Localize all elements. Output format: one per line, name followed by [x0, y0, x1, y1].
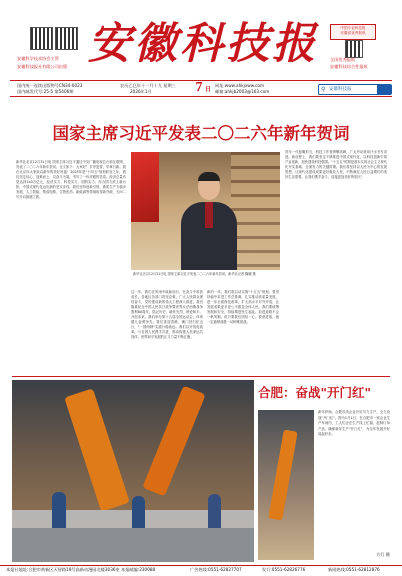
issn-line — [17, 83, 117, 88]
robot-arm — [64, 388, 130, 511]
search-icon: ⚲ — [321, 86, 326, 93]
footer-distribution-phone: 发行:0551-62826776 — [262, 567, 306, 572]
honor-line-1: 中国专业科技报 — [340, 26, 366, 30]
page-unit: 日 — [205, 86, 212, 93]
feature-caption: 新年伊始，合肥各类企业开足马力生产，全力奋战"开门红"。图为1月1日，在合肥市一家企业生产车间内，工人们正在生产线上忙碌，赶制订单产品，确保新年生产"开门红"，为全年发展开好局起好步。 — [318, 410, 390, 437]
qr-code-right — [345, 40, 363, 58]
postal-label: 国内邮发代号 — [17, 89, 43, 94]
footer-ad-phone: 广告热线:0551-62827707 — [190, 567, 242, 572]
factory-photo — [12, 380, 254, 562]
right-slogan-2: 安徽科技综合性报纸 — [330, 64, 368, 69]
lunar-date: 农历乙巳年十一月十九 星期三 — [120, 83, 176, 88]
feature-rule — [12, 376, 390, 377]
footer-address: 本报社地址:合肥市黄新区天智路19号高新动漫园北楼3036室 本报邮编:230088 — [6, 567, 156, 572]
article-column-1: 新华社北京12月31日电 国家主席习近平通过中央广播电视总台和互联网，发表了二〇二六年新年贺词。全文如下：大家好！岁序更替，华章日新。我在北京向大家致以新年的美好祝福！2025年是"十四五"规划收官之年，我们坚定信心、迎难而上，以奋斗为笔，书写了一份亮眼的答卷。经济总量有望达到140万亿元，经济实力、科技实力、国防实力、综合国力跃上新台阶，中国式现代化迈出新的坚实步伐。我们坚持创新引领，新质生产力稳步发展，人工智能、集成电路、生物医药、新能源等领域取得新突破，天问二号开启探测之旅。 — [16, 160, 126, 200]
worker-2 — [132, 496, 145, 528]
email[interactable]: 邮箱:ahkjb2003@163.com — [215, 89, 270, 94]
qr-code-left-2 — [55, 27, 78, 50]
qr-code-left — [30, 27, 53, 50]
article-column-3: 新的一年，我们将启动实施"十五五"规划。要坚持稳中求进工作总基调，扎实推动高质量发展，进一步全面深化改革，扩大高水平对外开放，让发展成果更多更公平惠及全体人民。我们要统筹发展和安全，持续增进民生福祉。前进道路不会一帆风顺，但只要我们团结一心、锐意进取，就一定能够战胜一切困难挑战。 — [207, 290, 279, 325]
date-main: 2026年1月 — [130, 89, 152, 94]
floor — [12, 528, 254, 562]
left-slogan-1: 安徽科学技术协会主管 — [17, 56, 59, 61]
lead-photo — [131, 152, 280, 270]
feature-side-photo — [258, 410, 314, 560]
article-column-2: 这一年，我们在风雨中砥砺前行，在奋斗中收获成长。各地区各部门攻坚克难，广大人民群众团结奋斗，党的建设新的伟大工程深入推进。我们隆重纪念中国人民抗日战争暨世界反法西斯战争胜利80周年，铭记历史、缅怀先烈、珍爱和平、开创未来。我们举办第十五届全国运动会，体育健儿奋勇争先。我们喜迎香港、澳门回归纪念日，"一国两制"实践行稳致远。我们以开放促改革，与各国人民携手共进，推动构建人类命运共同体，世界和平发展的正义力量不断汇聚。 — [131, 290, 203, 340]
robot-arm-2 — [142, 386, 205, 497]
feature-title: 合肥：奋战"开门红" — [258, 385, 372, 400]
honor-line-2: 安徽省优秀报纸 — [340, 31, 366, 35]
speaker-figure — [181, 174, 237, 270]
postal-line: 国内邮发代号:25-5 第5406期 — [17, 89, 74, 94]
worker-3 — [208, 494, 221, 528]
issue-value: 5406期 — [58, 89, 74, 94]
search-button[interactable] — [377, 85, 391, 94]
bookshelf — [231, 152, 280, 270]
search-label: 安徽科技报 — [329, 87, 352, 92]
honor-ticket — [330, 24, 376, 40]
postal-value: 25-5 — [43, 89, 54, 94]
left-slogan-2: 安徽科技报社有限公司出版 — [17, 64, 68, 69]
worker-1 — [52, 492, 66, 528]
side-robot — [268, 429, 297, 520]
headline: 国家主席习近平发表二〇二六年新年贺词 — [52, 124, 350, 143]
right-slogan-1: 全国优秀报纸 — [330, 57, 356, 62]
search-box[interactable] — [318, 84, 392, 95]
website[interactable]: 网址:www.ahkjxww.com — [215, 83, 265, 88]
issn-value: CN34-0023 — [58, 83, 83, 88]
photo-caption: 新华社北京12月31日电 国家主席习近平发表二〇二六年新年贺词。新华社记者 鞠鹏 摄 — [133, 272, 256, 276]
page-number: 7 — [195, 80, 203, 95]
footer-rule — [0, 565, 402, 566]
newspaper-logo: 安徽科技报 — [88, 19, 318, 69]
masthead-rule-bottom — [10, 96, 392, 97]
feature-credit: 方行 摄 — [376, 552, 390, 557]
masthead — [0, 0, 402, 96]
issue-label: 第 — [54, 89, 59, 94]
article-column-right: 青年一代挺膺担当，科技工作者勇攀高峰，广大劳动者用汗水书写奇迹。新征程上，我们要坚定不移推进中国式现代化，以科技创新引领产业创新，加快建设科技强国。"十五五"时期是基本实现社会主义现代化夯实基础、全面发力的关键时期。我们将坚持以人民为中心的发展思想，让现代化建设成果更好惠及人民，不断满足人民日益增长的美好生活需要。让我们携手奋斗，迎接更加美好的明天！ — [285, 150, 387, 180]
footer-news-hotline: 新闻热线:0551-62812876 — [328, 567, 380, 572]
issn-label: 国内统一连续出版物号 — [17, 83, 59, 88]
flag — [131, 152, 159, 222]
